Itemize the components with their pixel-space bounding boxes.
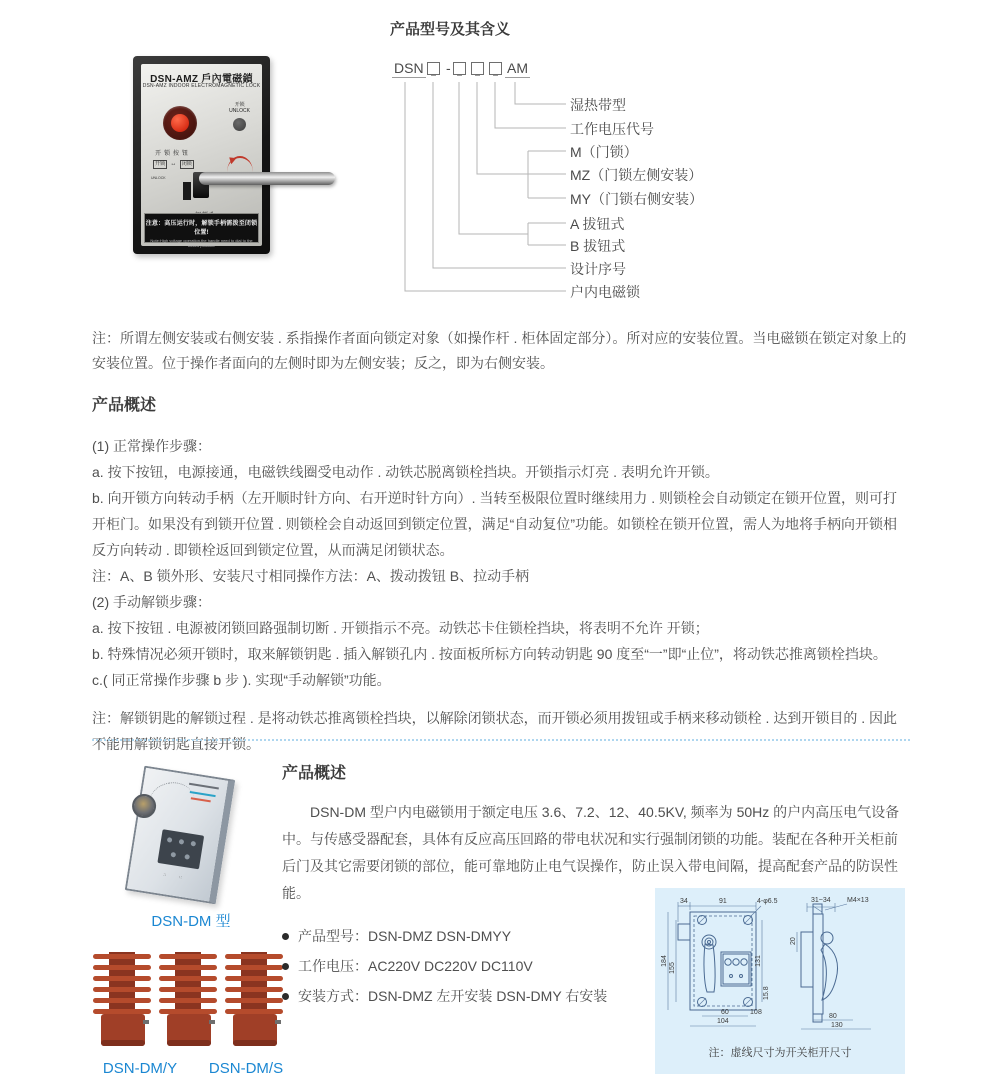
dim-155: 155 <box>669 962 676 974</box>
unlock-indicator-label <box>229 102 250 114</box>
label-indoor-lock: 户内电磁锁 <box>570 284 640 300</box>
dim-8: 8 <box>758 1009 762 1016</box>
label-my-right-mount: MY（门锁右侧安装） <box>570 191 703 207</box>
rotate-direction-arrow-icon <box>227 156 253 172</box>
operation-para: (1) 正常操作步骤： <box>92 438 211 454</box>
section-divider <box>92 739 910 741</box>
dm-small-marks: ∷ ∷ <box>163 871 188 881</box>
operation-para: c.( 同正常操作步骤 b 步 ). 实现“手动解锁”功能。 <box>92 672 391 688</box>
spec-bullets <box>282 921 652 1011</box>
insulators-graphic <box>93 948 285 1054</box>
drawing-note: 注：虚线尺寸为开关柜开尺寸 <box>708 1047 852 1059</box>
dm-faceplate-text <box>189 783 219 790</box>
dim-34: 34 <box>680 898 688 905</box>
unlock-label-en: UNLOCK <box>229 108 250 114</box>
operation-para: b. 向开锁方向转动手柄（左开顺时针方向、右开逆时针方向）. 当转至极限位置时继续用力 . 则锁栓会自动锁定在锁开位置，则可打开柜门。如果没有到锁开位置 . 则锁栓会自动返回到锁定位置，满足“自动复位”功能。如锁栓在锁开位置，需人为地将手柄向开锁相反方向转动 . 即锁栓返回到锁定位置，从而满足闭锁状态。 <box>92 490 898 558</box>
lock-device-body <box>133 56 270 254</box>
button-label: 开锁按钮 <box>155 151 192 157</box>
product-photo-dsn-amz <box>133 56 343 266</box>
dim-10: 10 <box>750 1009 758 1016</box>
double-arrow-icon: ↔ <box>170 161 177 167</box>
device-title: DSN-AMZ 戶內電磁鎖 <box>150 74 253 85</box>
unlock-label-cn: 开锁 <box>234 102 245 108</box>
dim-80: 80 <box>829 1013 837 1020</box>
model-section-title: 产品型号及其含义 <box>390 21 511 38</box>
bullet-icon <box>282 933 289 940</box>
dim-91: 91 <box>719 898 727 905</box>
operation-para: b. 特殊情况必须开锁时，取来解锁钥匙 . 插入解锁孔内 . 按面板所标方向转动钥匙 90 度至“一”即“止位”，将动铁芯推离锁栓挡块。 <box>92 646 887 662</box>
operation-overview-section <box>92 392 910 757</box>
label-mz-left-mount: MZ（门锁左侧安装） <box>570 167 703 183</box>
dim-60: 60 <box>721 1009 729 1016</box>
dimension-drawing <box>655 888 905 1040</box>
dim-holes: 4-φ6.5 <box>757 898 778 905</box>
dim-158: 15.8 <box>763 986 770 1000</box>
red-button-ring <box>163 106 197 140</box>
slider-under-label: UNLOCK <box>151 176 166 180</box>
code-suffix: AM <box>507 60 528 76</box>
label-voltage-code: 工作电压代号 <box>570 121 654 137</box>
dim-130: 130 <box>831 1022 843 1029</box>
dim-m4x13: M4×13 <box>847 897 869 904</box>
caption-dsn-dm-s: DSN-DM/S <box>208 1060 284 1077</box>
label-b-knob-type: B 拔钮式 <box>570 238 626 254</box>
dim-131: 131 <box>755 955 762 967</box>
spec-item-model <box>282 921 652 951</box>
overview2-title: 产品概述 <box>282 765 347 782</box>
operation-para: 注：A、B 锁外形、安装尺寸相同操作方法：A、拨动拨钮 B、拉动手柄 <box>92 568 530 584</box>
lock-faceplate <box>141 64 262 246</box>
bullet-icon <box>282 993 289 1000</box>
code-prefix: DSN <box>394 60 424 76</box>
warning-text-cn: 注意：高压运行时，解锁手柄需拨至闭锁位置! <box>145 221 258 236</box>
label-m-doorlock: M（门锁） <box>570 144 638 160</box>
slider-left-tag: 开锁 <box>155 161 166 167</box>
spec-item-mounting <box>282 981 652 1011</box>
operation-para: a. 按下按钮 . 电源被闭锁回路强制切断 . 开锁指示不亮。动铁芯卡住锁栓挡块，将表明不允许 开锁； <box>92 620 709 636</box>
bullet-icon <box>282 963 289 970</box>
dim-20: 20 <box>790 937 797 945</box>
dm-keypad <box>157 829 204 869</box>
label-design-serial: 设计序号 <box>570 261 626 277</box>
slider-right-tag: 闭锁 <box>181 161 192 167</box>
insulator-products-photo <box>93 948 285 1059</box>
overview1-title: 产品概述 <box>92 397 157 414</box>
unlock-key-note: 注：解锁钥匙的解锁过程 . 是将动铁芯推离锁栓挡块，以解除闭锁状态，而开锁必须用拨钮或手柄来移动锁栓 . 达到开锁目的 . 因此不能用解锁钥匙直接开锁。 <box>92 710 898 752</box>
product-photo-dsn-dm <box>112 766 272 906</box>
operation-para: (2) 手动解锁步骤： <box>92 594 211 610</box>
label-a-knob-type: A 拔钮式 <box>570 216 625 232</box>
caption-dsn-dm: DSN-DM 型 <box>151 913 231 930</box>
spec-text: 工作电压：AC220V DC220V DC110V <box>298 958 533 974</box>
dim-104: 104 <box>717 1018 729 1025</box>
spec-text: 产品型号：DSN-DMZ DSN-DMYY <box>298 928 512 944</box>
spec-item-voltage <box>282 951 652 981</box>
slider-labels <box>153 160 194 169</box>
dim-31-34: 31~34 <box>811 897 831 904</box>
warning-text-en: Note:High voltage operation,the handle need to dial to the locked position! <box>150 238 253 248</box>
dimension-drawing-panel <box>655 888 905 1074</box>
dim-184: 184 <box>661 955 668 967</box>
model-code-diagram <box>390 18 935 313</box>
installation-note: 注：所谓左侧安装或右侧安装 . 系指操作者面向锁定对象（如操作杆 . 柜体固定部分）。所对应的安装位置。当电磁锁在锁定对象上的安装位置。位于操作者面向的左侧时即为左侧安装；反之，即为右侧安装。 <box>92 330 907 371</box>
code-dash: - <box>446 60 451 76</box>
dm-description: DSN-DM 型户内电磁锁用于额定电压 3.6、7.2、12、40.5KV, 频率为 50Hz 的户内高压电气设备中。与传感受器配套，具体有反应高压回路的带电状况和实行强制闭锁的功能。装配在各种开关柜前后门及其它需要闭锁的部位，能可靠地防止电气误操作，防止误入带电间隔，提高配套产品的防误性能。 <box>282 804 900 901</box>
spec-text: 安装方式：DSN-DMZ 左开安装 DSN-DMY 右安装 <box>298 988 608 1004</box>
warning-strip <box>144 213 259 248</box>
dm-device-body <box>125 766 236 905</box>
unlock-button <box>171 114 189 132</box>
lock-handle-lever <box>199 172 335 185</box>
device-subtitle: DSN-AMZ INDOOR ELECTROMAGNETIC LOCK <box>142 83 261 89</box>
operation-para: a. 按下按钮，电源接通，电磁铁线圈受电动作 . 动铁芯脱离锁栓挡块。开锁指示灯亮 . 表明允许开锁。 <box>92 464 719 480</box>
indicator-light <box>233 118 246 131</box>
caption-dsn-dm-y: DSN-DM/Y <box>102 1060 178 1077</box>
label-tropical-type: 湿热带型 <box>570 97 626 113</box>
